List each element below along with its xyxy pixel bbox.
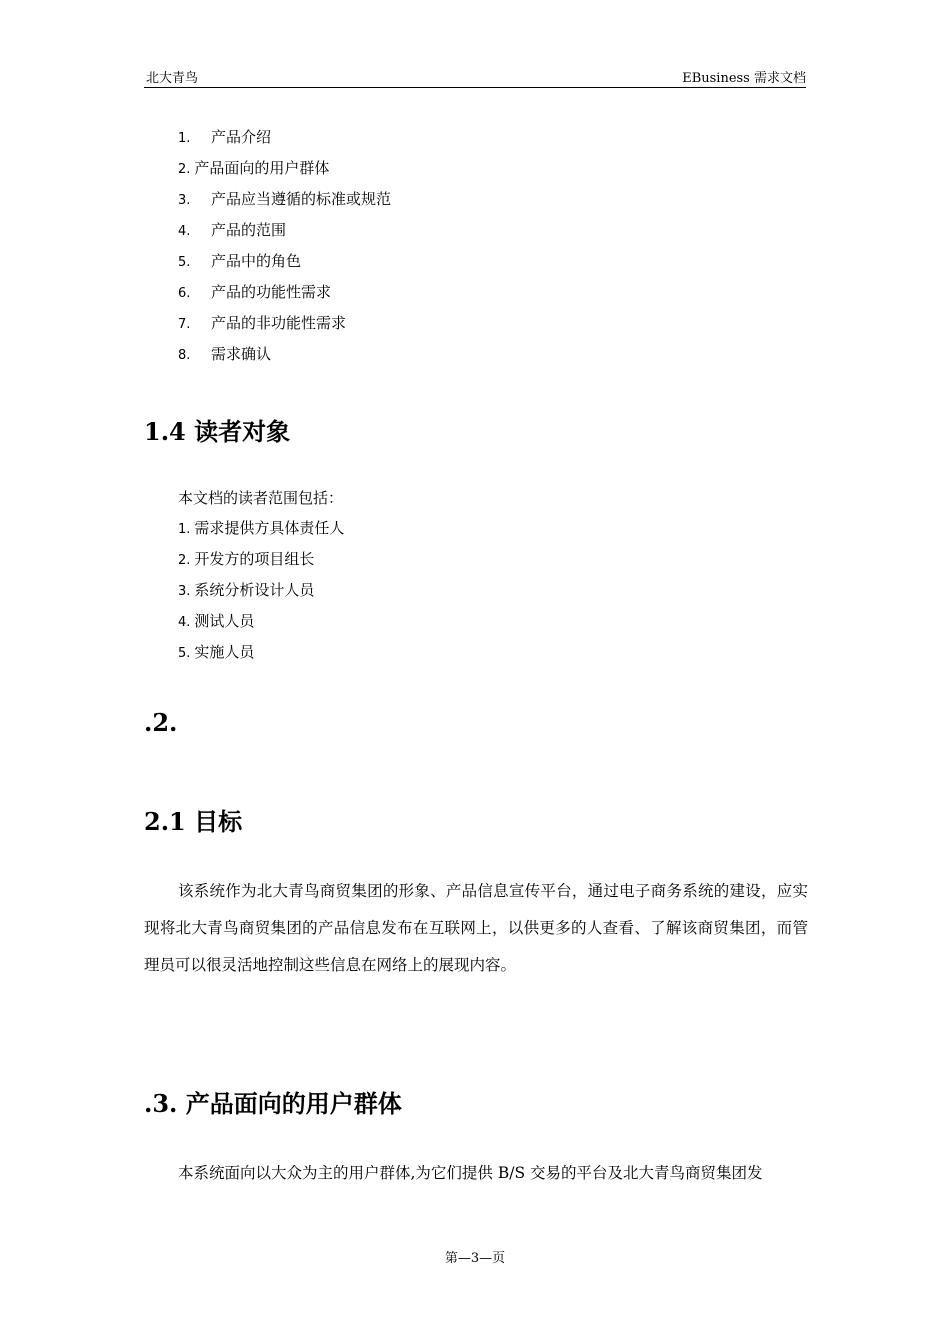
list-item-text: 开发方的项目组长 <box>194 550 315 568</box>
list-item <box>178 252 391 283</box>
list-item-number: 4. <box>178 615 191 630</box>
list-item-text: 产品介绍 <box>211 128 272 146</box>
list-item-number: 2. <box>178 553 191 568</box>
section-heading-readers: 1.4 读者对象 <box>144 417 291 446</box>
goals-paragraph: 该系统作为北大青鸟商贸集团的形象、产品信息宣传平台，通过电子商务系统的建设，应实现将北大青鸟商贸集团的产品信息发布在互联网上，以供更多的人查看、了解该商贸集团，而管理员可以很灵活地控制这些信息在网络上的展现内容。 <box>144 882 808 974</box>
section-heading-2: .2. <box>144 708 178 737</box>
section-heading-user-groups: .3. 产品面向的用户群体 <box>144 1089 402 1118</box>
list-item <box>178 159 391 190</box>
list-item <box>178 190 391 221</box>
list-item-text: 实施人员 <box>194 643 255 661</box>
list-item-text: 产品应当遵循的标准或规范 <box>211 190 392 208</box>
list-item-number: 6. <box>178 286 191 301</box>
list-item <box>178 314 391 345</box>
list-item <box>178 283 391 314</box>
list-item <box>178 612 344 643</box>
contents-list <box>178 128 391 376</box>
list-item-number: 5. <box>178 255 191 270</box>
list-item <box>178 550 344 581</box>
list-item-number: 4. <box>178 224 191 239</box>
list-item <box>178 221 391 252</box>
list-item-text: 产品面向的用户群体 <box>194 159 330 177</box>
list-item <box>178 519 344 550</box>
list-item-number: 3. <box>178 584 191 599</box>
list-item-number: 7. <box>178 317 191 332</box>
list-item-text: 需求提供方具体责任人 <box>194 519 345 537</box>
list-item-text: 需求确认 <box>211 345 272 363</box>
list-item <box>178 128 391 159</box>
readers-list <box>178 519 344 674</box>
list-item-text: 产品中的角色 <box>211 252 302 270</box>
list-item <box>178 345 391 376</box>
header-right-text: EBusiness 需求文档 <box>682 71 806 86</box>
list-item <box>178 581 344 612</box>
user-groups-paragraph: 本系统面向以大众为主的用户群体,为它们提供 B/S 交易的平台及北大青鸟商贸集团发 <box>178 1164 763 1182</box>
header-left-text: 北大青鸟 <box>146 71 199 86</box>
page-header <box>144 66 806 88</box>
list-item-number: 1. <box>178 131 191 146</box>
page-number: 第—3—页 <box>444 1251 506 1266</box>
list-item-number: 8. <box>178 348 191 363</box>
list-item <box>178 643 344 674</box>
list-item-text: 产品的范围 <box>211 221 287 239</box>
list-item-text: 产品的功能性需求 <box>211 283 332 301</box>
list-item-number: 3. <box>178 193 191 208</box>
section-heading-goals: 2.1 目标 <box>144 807 243 836</box>
list-item-number: 1. <box>178 522 191 537</box>
list-item-number: 5. <box>178 646 191 661</box>
readers-intro: 本文档的读者范围包括： <box>178 489 344 507</box>
list-item-text: 测试人员 <box>194 612 255 630</box>
list-item-number: 2. <box>178 162 191 177</box>
list-item-text: 产品的非功能性需求 <box>211 314 347 332</box>
list-item-text: 系统分析设计人员 <box>194 581 315 599</box>
